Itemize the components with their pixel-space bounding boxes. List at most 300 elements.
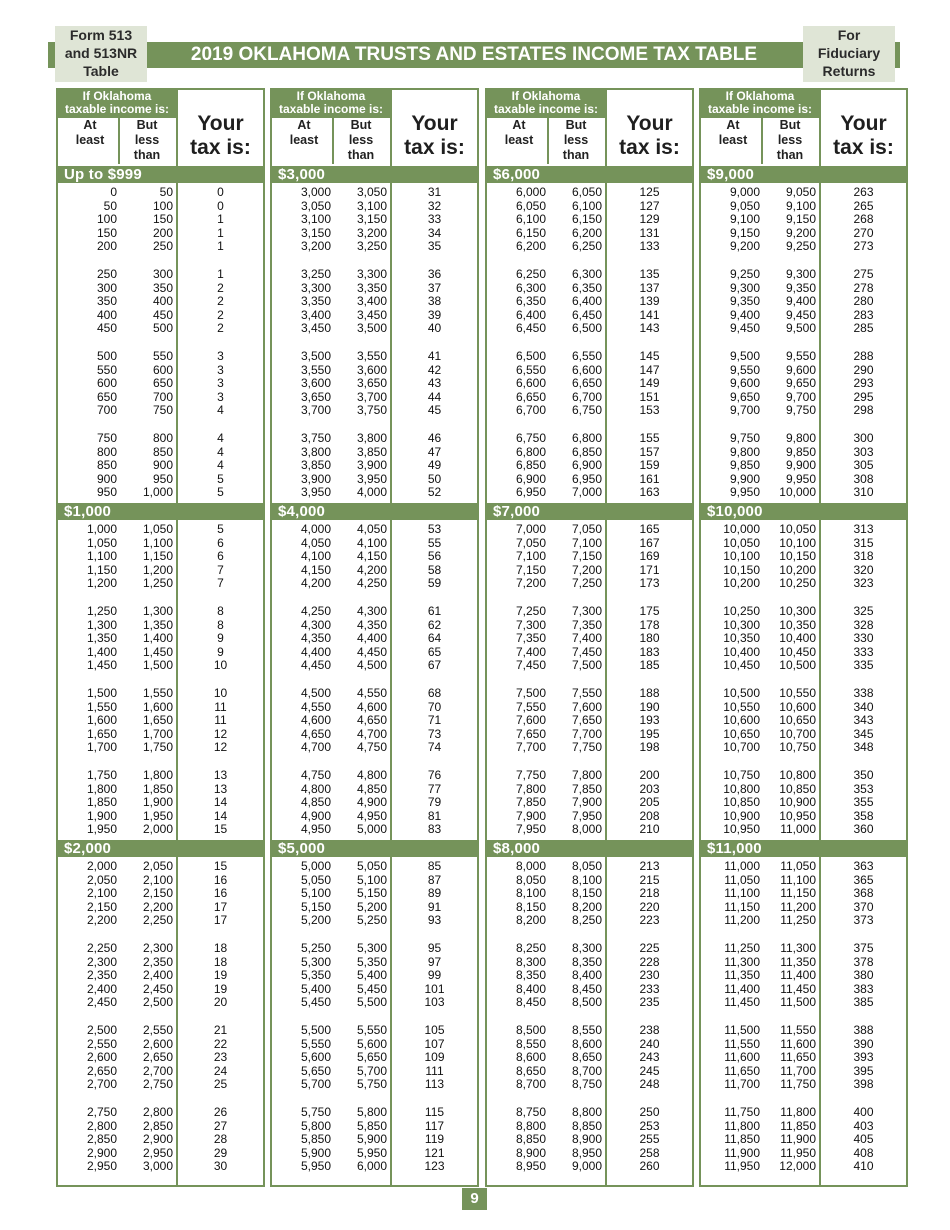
but-less-than-value: 6,150 — [571, 212, 602, 227]
but-less-than-value: 4,550 — [356, 686, 387, 700]
at-least-value: 7,450 — [515, 658, 546, 673]
tax-value: 210 — [639, 822, 660, 837]
table-row — [272, 432, 477, 446]
tax-value: 68 — [427, 686, 442, 700]
column-header — [272, 90, 477, 166]
tax-value: 343 — [853, 713, 874, 728]
tax-value: 38 — [427, 294, 442, 309]
but-less-than-value: 8,200 — [571, 899, 602, 914]
but-less-than-value: 5,650 — [356, 1050, 387, 1065]
table-row — [272, 996, 477, 1010]
but-less-than-value: 6,200 — [571, 225, 602, 240]
table-row — [701, 564, 906, 578]
table-row — [701, 1133, 906, 1147]
at-least-value: 2,150 — [86, 899, 117, 914]
but-less-than-value: 2,900 — [142, 1132, 173, 1147]
but-less-than-value: 4,950 — [356, 808, 387, 823]
but-less-than-value: 7,000 — [571, 485, 602, 500]
at-least-value: 4,300 — [300, 617, 331, 632]
but-less-than-value: 7,800 — [571, 768, 602, 782]
at-least-value: 8,850 — [515, 1132, 546, 1147]
but-less-than-value: 10,550 — [779, 686, 816, 700]
at-least-value: 2,250 — [86, 941, 117, 955]
at-least-value: 8,300 — [515, 954, 546, 969]
at-least-value: 1,100 — [86, 549, 117, 564]
table-row — [701, 432, 906, 446]
table-row — [487, 1147, 692, 1161]
at-least-value: 2,000 — [86, 859, 117, 873]
tax-value: 7 — [217, 562, 224, 577]
tax-value: 53 — [427, 522, 442, 536]
table-row — [272, 783, 477, 797]
column-header — [58, 90, 263, 166]
tax-value: 3 — [217, 362, 224, 377]
table-row — [272, 1051, 477, 1065]
but-less-than-value: 7,700 — [571, 726, 602, 741]
but-less-than-value: 1,250 — [142, 576, 173, 591]
table-row — [58, 823, 263, 837]
at-least-value: 5,850 — [300, 1132, 331, 1147]
but-less-than-value: 6,600 — [571, 362, 602, 377]
at-least-value: 8,050 — [515, 872, 546, 887]
tax-value: 230 — [639, 968, 660, 983]
tax-value: 305 — [853, 458, 874, 473]
but-less-than-value: 4,700 — [356, 726, 387, 741]
table-row — [58, 728, 263, 742]
but-less-than-value: 4,150 — [356, 549, 387, 564]
at-least-label: At least — [289, 118, 319, 147]
but-less-than-value: 11,100 — [780, 872, 816, 887]
tax-value: 107 — [424, 1036, 445, 1051]
but-less-than-value: 3,500 — [356, 321, 387, 336]
but-less-than-label: But less than — [776, 118, 804, 162]
tax-value: 335 — [853, 658, 874, 673]
at-least-value: 11,950 — [724, 1159, 760, 1174]
tax-value: 188 — [639, 686, 660, 700]
but-less-than-value: 6,300 — [571, 267, 602, 281]
tax-value: 44 — [427, 389, 442, 404]
table-row — [272, 404, 477, 418]
table-row — [58, 200, 263, 214]
tax-value: 105 — [424, 1023, 445, 1037]
divider — [58, 116, 176, 118]
tax-value: 12 — [213, 726, 228, 741]
at-least-value: 6,650 — [515, 389, 546, 404]
tax-value: 365 — [853, 872, 874, 887]
table-row — [701, 659, 906, 673]
tax-value: 265 — [853, 198, 874, 213]
at-least-value: 8,350 — [515, 968, 546, 983]
table-row — [272, 364, 477, 378]
at-least-value: 3,350 — [300, 294, 331, 309]
but-less-than-value: 4,750 — [356, 740, 387, 755]
but-less-than-value: 8,450 — [571, 981, 602, 996]
but-less-than-value: 6,800 — [571, 431, 602, 445]
table-row — [701, 1024, 906, 1038]
at-least-value: 11,550 — [724, 1036, 760, 1051]
at-least-value: 5,700 — [300, 1077, 331, 1092]
tax-value: 338 — [853, 686, 874, 700]
table-row — [272, 268, 477, 282]
tax-value: 275 — [853, 267, 874, 281]
at-least-value: 2,350 — [86, 968, 117, 983]
table-row — [272, 701, 477, 715]
at-least-value: 10,050 — [723, 535, 760, 550]
but-less-than-value: 2,650 — [142, 1050, 173, 1065]
but-less-than-value: 11,200 — [780, 899, 816, 914]
at-least-value: 10,350 — [723, 631, 760, 646]
if-oklahoma-label: If Oklahoma taxable income is: — [58, 90, 176, 116]
table-row — [701, 446, 906, 460]
but-less-than-label: But less than — [347, 118, 375, 162]
table-row — [58, 186, 263, 200]
table-row — [272, 473, 477, 487]
but-less-than-value: 11,900 — [780, 1132, 816, 1147]
at-least-value: 5,800 — [300, 1118, 331, 1133]
at-least-value: 9,700 — [729, 403, 760, 418]
but-less-than-value: 850 — [152, 444, 173, 459]
at-least-value: 4,650 — [300, 726, 331, 741]
table-row — [272, 200, 477, 214]
table-row — [58, 956, 263, 970]
but-less-than-value: 11,700 — [780, 1063, 816, 1078]
table-row — [701, 350, 906, 364]
at-least-value: 9,450 — [729, 321, 760, 336]
tax-value: 165 — [639, 522, 660, 536]
divider — [118, 118, 120, 164]
table-row — [487, 268, 692, 282]
table-row — [58, 322, 263, 336]
at-least-value: 3,300 — [300, 280, 331, 295]
table-row — [272, 874, 477, 888]
table-row — [272, 1120, 477, 1134]
tax-value: 240 — [639, 1036, 660, 1051]
but-less-than-value: 9,350 — [785, 280, 816, 295]
but-less-than-value: 4,650 — [356, 713, 387, 728]
at-least-value: 6,150 — [515, 225, 546, 240]
but-less-than-value: 7,400 — [571, 631, 602, 646]
but-less-than-value: 11,300 — [780, 941, 816, 955]
table-row — [701, 701, 906, 715]
at-least-value: 550 — [96, 362, 117, 377]
but-less-than-value: 6,550 — [571, 349, 602, 363]
table-row — [58, 996, 263, 1010]
at-least-value: 2,300 — [86, 954, 117, 969]
but-less-than-value: 7,750 — [571, 740, 602, 755]
table-row — [487, 309, 692, 323]
at-least-value: 10,150 — [723, 562, 760, 577]
tax-value: 1 — [217, 267, 224, 281]
but-less-than-value: 1,550 — [142, 686, 173, 700]
table-row — [58, 486, 263, 500]
tax-value: 295 — [853, 389, 874, 404]
tax-value: 4 — [217, 431, 224, 445]
table-row — [701, 1160, 906, 1174]
but-less-than-value: 9,300 — [785, 267, 816, 281]
at-least-value: 6,000 — [515, 185, 546, 199]
at-least-value: 11,050 — [724, 872, 760, 887]
at-least-value: 5,300 — [300, 954, 331, 969]
at-least-value: 1,950 — [86, 822, 117, 837]
at-least-value: 7,600 — [515, 713, 546, 728]
at-least-value: 9,500 — [729, 349, 760, 363]
table-row — [58, 1051, 263, 1065]
at-least-value: 4,750 — [300, 768, 331, 782]
but-less-than-value: 10,950 — [779, 808, 816, 823]
table-row — [487, 769, 692, 783]
tax-value: 238 — [639, 1023, 660, 1037]
tax-value: 195 — [639, 726, 660, 741]
but-less-than-value: 3,200 — [356, 225, 387, 240]
tax-value: 93 — [427, 913, 442, 928]
but-less-than-value: 4,800 — [356, 768, 387, 782]
tax-value: 190 — [639, 699, 660, 714]
at-least-value: 1,700 — [86, 740, 117, 755]
tax-value: 7 — [217, 576, 224, 591]
but-less-than-value: 6,900 — [571, 458, 602, 473]
but-less-than-value: 8,000 — [571, 822, 602, 837]
at-least-value: 8,750 — [515, 1105, 546, 1119]
tax-value: 398 — [853, 1077, 874, 1092]
at-least-value: 11,250 — [724, 941, 760, 955]
but-less-than-label: But less than — [562, 118, 590, 162]
but-less-than-value: 11,000 — [780, 822, 816, 837]
tax-value: 288 — [853, 349, 874, 363]
table-row — [487, 446, 692, 460]
but-less-than-value: 2,850 — [142, 1118, 173, 1133]
tax-value: 263 — [853, 185, 874, 199]
table-row — [701, 537, 906, 551]
at-least-value: 1,200 — [86, 576, 117, 591]
tax-value: 129 — [639, 212, 660, 227]
table-row — [487, 364, 692, 378]
at-least-value: 5,500 — [300, 1023, 331, 1037]
at-least-value: 8,550 — [515, 1036, 546, 1051]
tax-value: 0 — [217, 185, 224, 199]
at-least-value: 11,150 — [724, 899, 760, 914]
tax-value: 280 — [853, 294, 874, 309]
but-less-than-value: 6,700 — [571, 389, 602, 404]
table-row — [701, 810, 906, 824]
at-least-value: 1,050 — [86, 535, 117, 550]
tax-value: 149 — [639, 376, 660, 391]
tax-value: 42 — [427, 362, 442, 377]
but-less-than-value: 10,700 — [779, 726, 816, 741]
table-row — [487, 632, 692, 646]
at-least-value: 8,900 — [515, 1145, 546, 1160]
table-row — [701, 1038, 906, 1052]
table-row — [487, 486, 692, 500]
at-least-value: 9,000 — [729, 185, 760, 199]
at-least-value: 4,050 — [300, 535, 331, 550]
at-least-value: 3,850 — [300, 458, 331, 473]
tax-value: 33 — [427, 212, 442, 227]
but-less-than-value: 3,450 — [356, 307, 387, 322]
table-column-3 — [485, 88, 694, 1187]
table-row — [272, 227, 477, 241]
but-less-than-value: 9,950 — [785, 471, 816, 486]
at-least-value: 650 — [96, 389, 117, 404]
at-least-value: 11,650 — [724, 1063, 760, 1078]
at-least-value: 750 — [96, 431, 117, 445]
tax-value: 95 — [427, 941, 442, 955]
but-less-than-value: 6,250 — [571, 239, 602, 254]
table-row — [701, 523, 906, 537]
tax-value: 6 — [217, 535, 224, 550]
divider — [761, 118, 763, 164]
tax-value: 5 — [217, 522, 224, 536]
tax-value: 363 — [853, 859, 874, 873]
at-least-value: 450 — [96, 321, 117, 336]
at-least-value: 11,200 — [724, 913, 760, 928]
table-row — [701, 874, 906, 888]
table-row — [701, 632, 906, 646]
but-less-than-value: 6,100 — [571, 198, 602, 213]
at-least-value: 11,400 — [724, 981, 760, 996]
at-least-value: 5,550 — [300, 1036, 331, 1051]
table-row — [272, 1078, 477, 1092]
at-least-value: 8,500 — [515, 1023, 546, 1037]
table-row — [272, 186, 477, 200]
table-row — [701, 983, 906, 997]
tax-value: 31 — [427, 185, 442, 199]
but-less-than-value: 5,300 — [356, 941, 387, 955]
tax-value: 320 — [853, 562, 874, 577]
table-row — [58, 213, 263, 227]
at-least-value: 11,850 — [724, 1132, 760, 1147]
but-less-than-value: 1,000 — [142, 485, 173, 500]
but-less-than-value: 9,750 — [785, 403, 816, 418]
at-least-value: 10,300 — [723, 617, 760, 632]
table-row — [701, 796, 906, 810]
but-less-than-value: 3,750 — [356, 403, 387, 418]
table-row — [58, 646, 263, 660]
table-row — [58, 619, 263, 633]
tax-value: 11 — [214, 699, 227, 714]
table-row — [272, 523, 477, 537]
at-least-value: 11,800 — [724, 1118, 760, 1133]
but-less-than-label: But less than — [133, 118, 161, 162]
at-least-value: 3,150 — [300, 225, 331, 240]
but-less-than-value: 5,700 — [356, 1063, 387, 1078]
tax-value: 1 — [217, 239, 224, 254]
but-less-than-value: 11,250 — [780, 913, 816, 928]
table-row — [487, 996, 692, 1010]
tax-value: 345 — [853, 726, 874, 741]
at-least-value: 3,550 — [300, 362, 331, 377]
table-row — [58, 632, 263, 646]
at-least-value: 11,500 — [724, 1023, 760, 1037]
but-less-than-value: 4,900 — [356, 795, 387, 810]
at-least-value: 7,050 — [515, 535, 546, 550]
tax-value: 213 — [639, 859, 660, 873]
tax-value: 255 — [639, 1132, 660, 1147]
section-band: $3,000 — [272, 166, 477, 183]
table-row — [487, 646, 692, 660]
but-less-than-value: 5,350 — [356, 954, 387, 969]
at-least-value: 500 — [96, 349, 117, 363]
table-row — [701, 282, 906, 296]
at-least-label: At least — [504, 118, 534, 147]
at-least-value: 10,650 — [723, 726, 760, 741]
but-less-than-value: 5,550 — [356, 1023, 387, 1037]
table-row — [701, 687, 906, 701]
at-least-value: 7,300 — [515, 617, 546, 632]
table-row — [58, 550, 263, 564]
at-least-value: 6,900 — [515, 471, 546, 486]
table-row — [701, 823, 906, 837]
but-less-than-value: 4,100 — [356, 535, 387, 550]
but-less-than-value: 9,000 — [571, 1159, 602, 1174]
table-row — [487, 914, 692, 928]
but-less-than-value: 900 — [152, 458, 173, 473]
tax-value: 40 — [427, 321, 442, 336]
at-least-value: 0 — [110, 185, 117, 199]
table-row — [272, 577, 477, 591]
table-row — [272, 282, 477, 296]
at-least-value: 5,050 — [300, 872, 331, 887]
table-row — [58, 377, 263, 391]
at-least-value: 8,000 — [515, 859, 546, 873]
table-row — [701, 942, 906, 956]
at-least-value: 200 — [96, 239, 117, 254]
but-less-than-value: 6,650 — [571, 376, 602, 391]
at-least-value: 4,250 — [300, 604, 331, 618]
tax-value: 383 — [853, 981, 874, 996]
at-least-value: 9,900 — [729, 471, 760, 486]
tax-value: 24 — [213, 1063, 228, 1078]
table-row — [58, 887, 263, 901]
but-less-than-value: 11,050 — [780, 859, 816, 873]
but-less-than-value: 8,700 — [571, 1063, 602, 1078]
tax-value: 13 — [213, 768, 228, 782]
table-row — [58, 1065, 263, 1079]
tax-value: 4 — [217, 444, 224, 459]
tax-value: 14 — [213, 808, 228, 823]
tax-value: 408 — [853, 1145, 874, 1160]
at-least-value: 5,100 — [300, 886, 331, 901]
at-least-value: 1,500 — [86, 686, 117, 700]
at-least-value: 10,800 — [723, 781, 760, 796]
table-row — [701, 268, 906, 282]
at-least-value: 3,900 — [300, 471, 331, 486]
but-less-than-value: 1,950 — [142, 808, 173, 823]
page-title: 2019 OKLAHOMA TRUSTS AND ESTATES INCOME TAX TABLE — [190, 44, 758, 65]
at-least-value: 3,800 — [300, 444, 331, 459]
at-least-value: 10,250 — [723, 604, 760, 618]
table-row — [272, 860, 477, 874]
table-row — [701, 605, 906, 619]
tax-value: 85 — [427, 859, 442, 873]
table-row — [701, 186, 906, 200]
tax-value: 233 — [639, 981, 660, 996]
table-row — [272, 1065, 477, 1079]
tax-value: 28 — [213, 1132, 228, 1147]
table-row — [701, 1051, 906, 1065]
table-row — [701, 956, 906, 970]
but-less-than-value: 7,500 — [571, 658, 602, 673]
but-less-than-value: 4,350 — [356, 617, 387, 632]
tax-value: 228 — [639, 954, 660, 969]
at-least-value: 9,400 — [729, 307, 760, 322]
but-less-than-value: 5,400 — [356, 968, 387, 983]
at-least-value: 1,850 — [86, 795, 117, 810]
but-less-than-value: 5,750 — [356, 1077, 387, 1092]
tax-value: 243 — [639, 1050, 660, 1065]
but-less-than-value: 450 — [152, 307, 173, 322]
table-row — [58, 1160, 263, 1174]
table-row — [58, 537, 263, 551]
